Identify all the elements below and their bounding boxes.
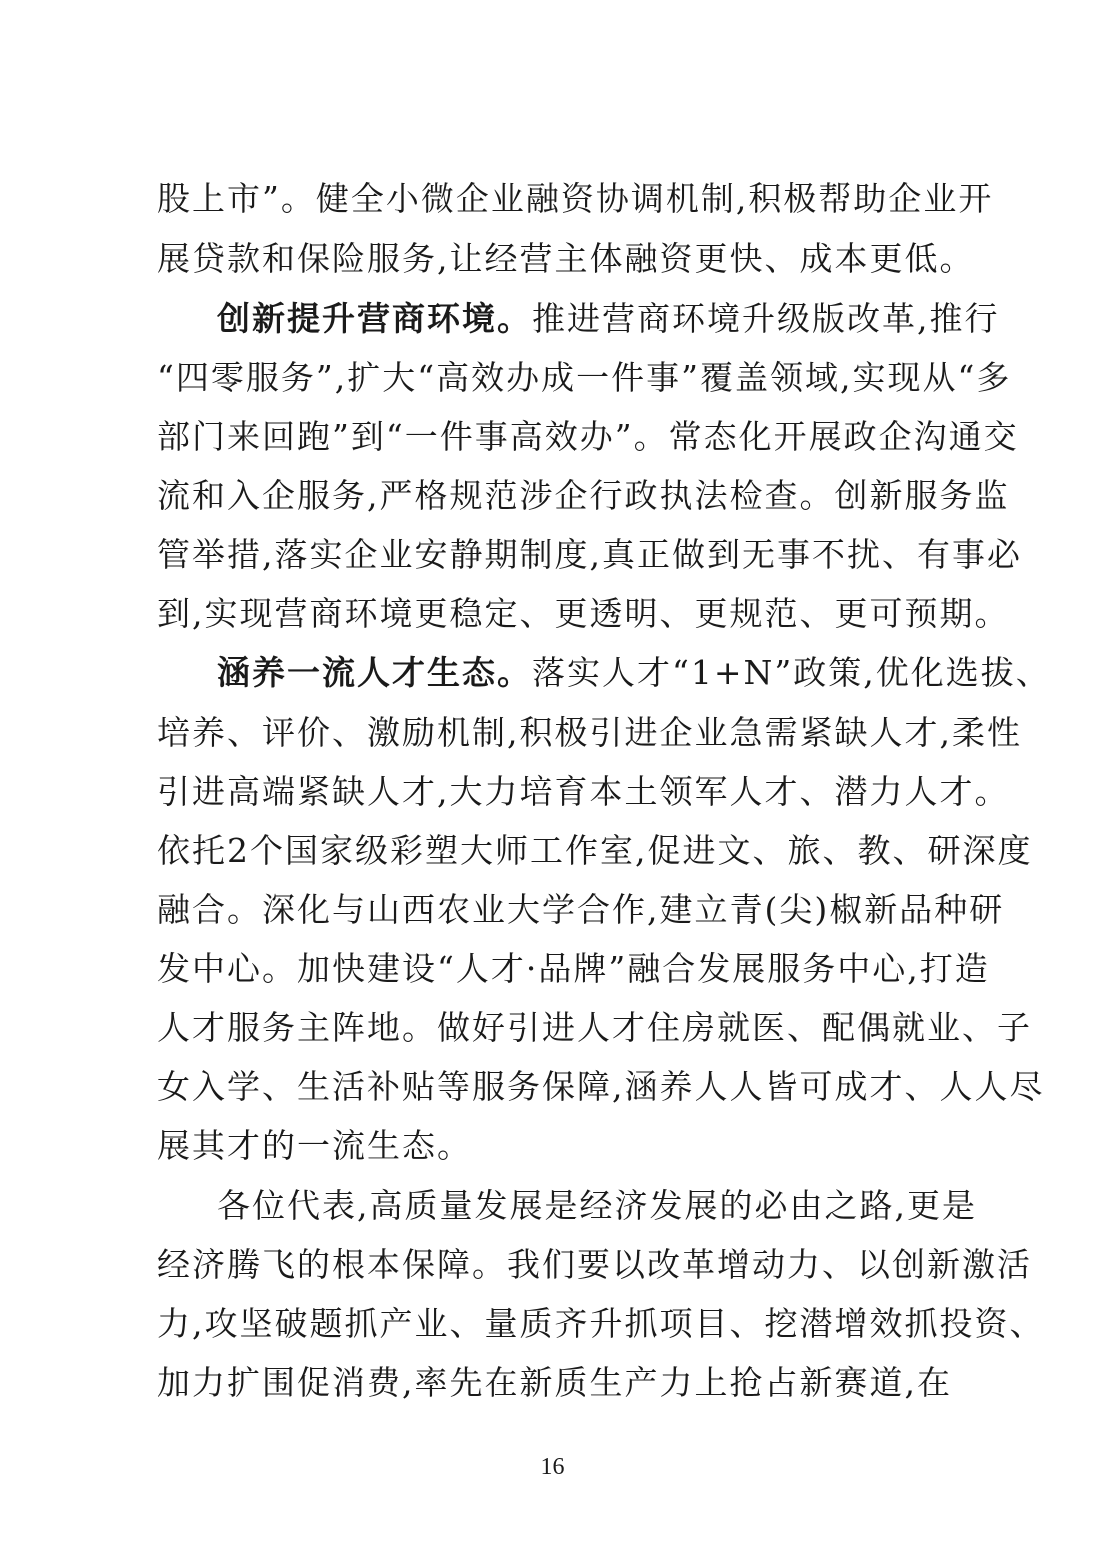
text-line bbox=[157, 1005, 1032, 1051]
text-line bbox=[157, 1123, 951, 1169]
text-line bbox=[157, 946, 990, 992]
line-text: 引进高端紧缺人才,大力培育本土领军人才、潜力人才。 bbox=[157, 772, 1010, 811]
line-text: 股上市”。健全小微企业融资协调机制,积极帮助企业开 bbox=[157, 179, 994, 218]
line-text: 经济腾飞的根本保障。我们要以改革增动力、以创新激活 bbox=[157, 1245, 1032, 1284]
text-line bbox=[157, 532, 1022, 578]
line-text: 女入学、生活补贴等服务保障,涵养人人皆可成才、人人尽 bbox=[157, 1067, 1045, 1106]
line-text: 依托2个国家级彩塑大师工作室,促进文、旅、教、研深度 bbox=[157, 831, 1033, 870]
line-text: 力,攻坚破题抓产业、量质齐升抓项目、挖潜增效抓投资、 bbox=[157, 1304, 1045, 1343]
line-text: 展贷款和保险服务,让经营主体融资更快、成本更低。 bbox=[157, 239, 975, 278]
text-line bbox=[157, 710, 1022, 756]
paragraph-start-line bbox=[217, 1183, 977, 1229]
section-heading-business-environment: 创新提升营商环境。 bbox=[217, 299, 532, 338]
line-text: 流和入企服务,严格规范涉企行政执法检查。创新服务监 bbox=[157, 476, 1010, 515]
text-line bbox=[157, 887, 1005, 933]
line-text: 融合。深化与山西农业大学合作,建立青(尖)椒新品种研 bbox=[157, 890, 1005, 929]
line-text: 落实人才“1+N”政策,优化选拔、 bbox=[532, 653, 1051, 692]
text-line bbox=[157, 1242, 1032, 1288]
text-line bbox=[157, 355, 1012, 401]
line-text: 加力扩围促消费,率先在新质生产力上抢占新赛道,在 bbox=[157, 1363, 952, 1402]
line-text: 推进营商环境升级版改革,推行 bbox=[532, 299, 1000, 338]
line-text: 部门来回跑”到“一件事高效办”。常态化开展政企沟通交 bbox=[157, 417, 1019, 456]
line-text: 展其才的一流生态。 bbox=[157, 1126, 472, 1165]
line-text: 培养、评价、激励机制,积极引进企业急需紧缺人才,柔性 bbox=[157, 713, 1022, 752]
line-text: 发中心。加快建设“人才·品牌”融合发展服务中心,打造 bbox=[157, 949, 990, 988]
text-line bbox=[157, 769, 1010, 815]
line-text: 到,实现营商环境更稳定、更透明、更规范、更可预期。 bbox=[157, 594, 1010, 633]
line-text: “四零服务”,扩大“高效办成一件事”覆盖领域,实现从“多 bbox=[157, 358, 1012, 397]
text-line bbox=[157, 473, 1010, 519]
text-line bbox=[157, 591, 1010, 637]
text-line bbox=[157, 414, 1019, 460]
line-text: 管举措,落实企业安静期制度,真正做到无事不扰、有事必 bbox=[157, 535, 1022, 574]
paragraph-start-line bbox=[217, 296, 1000, 342]
text-line bbox=[157, 1301, 1045, 1347]
text-line bbox=[157, 176, 994, 222]
paragraph-start-line bbox=[217, 650, 1051, 696]
text-line bbox=[157, 828, 1033, 874]
line-text: 各位代表,高质量发展是经济发展的必由之路,更是 bbox=[217, 1186, 977, 1225]
text-line bbox=[157, 236, 975, 282]
line-text: 人才服务主阵地。做好引进人才住房就医、配偶就业、子 bbox=[157, 1008, 1032, 1047]
text-line bbox=[157, 1064, 1045, 1110]
page-number: 16 bbox=[540, 1454, 565, 1480]
text-line bbox=[157, 1360, 951, 1406]
section-heading-talent-ecology: 涵养一流人才生态。 bbox=[217, 653, 532, 692]
